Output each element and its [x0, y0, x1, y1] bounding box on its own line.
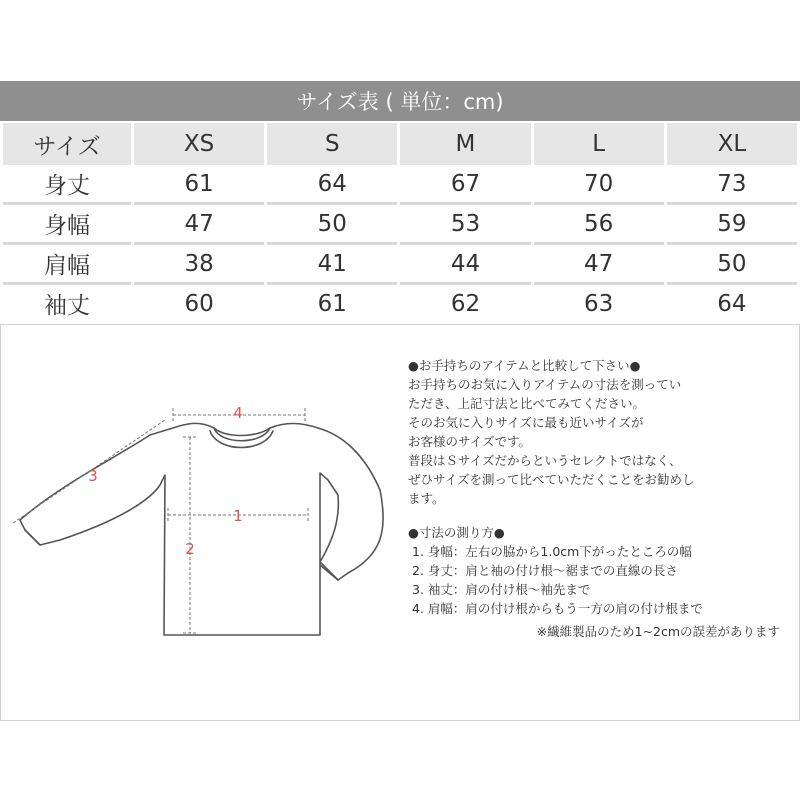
row-label: 袖丈: [44, 293, 90, 319]
row-label: 身幅: [3, 205, 131, 245]
table-row-body-width: [3, 205, 797, 245]
header-cell-s: S: [267, 123, 397, 165]
header-cell-m: M: [400, 123, 530, 165]
table-cell: 61: [317, 290, 347, 317]
header-cell-xs: XS: [134, 123, 264, 165]
table-cell: 44: [400, 245, 530, 285]
compare-line: ぜひサイズを測って比べていただくことをお勧めし: [408, 472, 695, 487]
compare-line: お客様のサイズです。: [408, 434, 532, 449]
table-cell: 64: [717, 290, 747, 317]
spacer: [408, 508, 798, 523]
table-cell: 50: [267, 205, 397, 245]
compare-line: ます。: [408, 491, 445, 506]
compare-heading: ●お手持ちのアイテムと比較して下さい●: [408, 358, 641, 373]
tshirt-measurement-diagram: [0, 325, 400, 705]
row-label: 身丈: [3, 165, 131, 205]
table-cell: 59: [667, 205, 797, 245]
compare-line: お手持ちのお気に入りアイテムの寸法を測ってい: [408, 377, 682, 392]
table-cell: 41: [267, 245, 397, 285]
table-cell: 67: [400, 165, 530, 205]
tshirt-outline: [20, 423, 383, 635]
table-cell: 64: [267, 165, 397, 205]
measure-item: 4. 肩幅：肩の付け根からもう一方の肩の付け根まで: [412, 601, 703, 616]
table-cell: 70: [534, 165, 664, 205]
table-row-sleeve-length: [3, 285, 797, 322]
header-cell-size: サイズ: [3, 123, 131, 165]
table-cell: 47: [134, 205, 264, 245]
measure-item: 2. 身丈：肩と袖の付け根～裾までの直線の長さ: [412, 563, 678, 578]
compare-line: ただき、上記寸法と比べてみてください。: [408, 396, 646, 411]
table-row-shoulder-width: [3, 245, 797, 285]
table-cell: 53: [400, 205, 530, 245]
label-sleeve-length: 3: [88, 467, 98, 485]
compare-line: そのお気に入りサイズに最も近いサイズが: [408, 415, 644, 430]
table-row-body-length: [3, 165, 797, 205]
table-cell: 73: [667, 165, 797, 205]
row-label: 肩幅: [3, 245, 131, 285]
measure-item: 1. 身幅：左右の脇から1.0cm下がったところの幅: [412, 544, 692, 559]
table-cell: 50: [667, 245, 797, 285]
size-table-title: サイズ表 ( 単位：cm): [0, 81, 800, 121]
table-cell: 61: [134, 165, 264, 205]
error-disclaimer: ※繊維製品のため1~2cmの誤差があります: [536, 624, 780, 639]
table-cell: 38: [134, 245, 264, 285]
table-cell: 60: [184, 290, 214, 317]
table-cell: 47: [534, 245, 664, 285]
table-cell: 63: [584, 290, 614, 317]
table-cell: 62: [450, 290, 481, 317]
size-table-header-row: [3, 123, 797, 165]
measure-heading: ●寸法の測り方●: [408, 525, 505, 540]
table-cell: 56: [534, 205, 664, 245]
size-table: [0, 123, 800, 322]
label-body-width: 1: [233, 507, 243, 525]
header-cell-l: L: [534, 123, 664, 165]
header-cell-xl: XL: [667, 123, 797, 165]
compare-line: 普段はＳサイズだからというセレクトではなく、: [408, 453, 682, 468]
label-shoulder-width: 4: [233, 404, 243, 422]
label-body-length: 2: [185, 540, 195, 558]
measurement-notes: [408, 356, 798, 641]
measure-item: 3. 袖丈：肩の付け根～袖先まで: [412, 582, 591, 597]
